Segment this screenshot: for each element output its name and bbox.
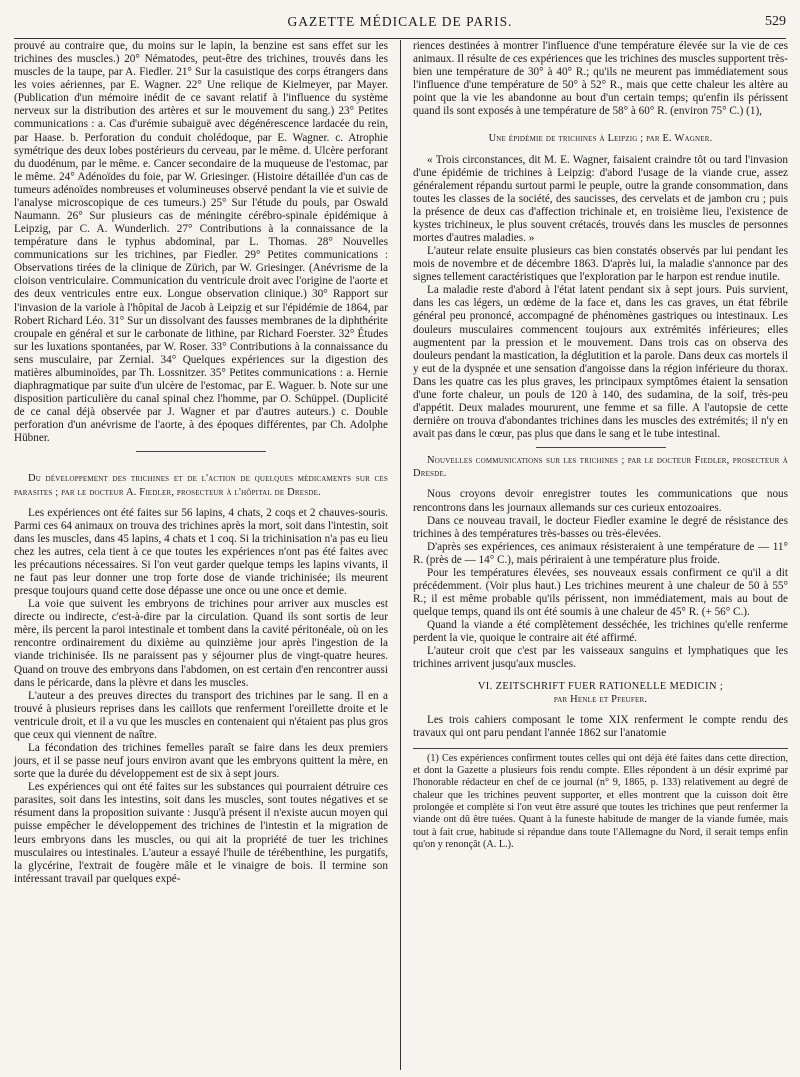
- article-heading: Du développement des trichines et de l'action de quelques médicaments sur ces parasites ; par le docteur A. Fiedler, prosecteur à l'hôpital de Dresde.: [14, 473, 388, 498]
- article-heading: Nouvelles communications sur les trichines ; par le docteur Fiedler, prosecteur à Dresde.: [413, 455, 788, 480]
- section-rule: [136, 451, 266, 452]
- paragraph: La voie que suivent les embryons de trichines pour arriver aux muscles est directe ou indirecte, c'est-à-dire par la circulation. Quand ils sont sortis de leur mère, ils percent la paroi intestinale et tombent dans la cavité péritonéale, où on les rencontre ordinairement du dixième au quinzième jour après l'ingestion de la viande trichinisée. Ils ne paraissent pas y séjourner plus de vingt-quatre heures. Quand on trouve des embryons dans l'abdomen, on est certain d'en rencontrer aussi dans le péricarde, dans la plèvre et dans les muscles.: [14, 598, 388, 689]
- paragraph: La maladie reste d'abord à l'état latent pendant six à sept jours. Puis survient, dans les cas légers, un œdème de la face et, dans les cas graves, un état fébrile général peu prononcé, accompagné de phénomènes gastriques ou intestinaux. Les douleurs musculaires commencent toujours aux extrémités inférieures; elles augmentent par la pression et le mouvement. Dans trois cas on observa des douleurs pendant la mastication, la déglutition et la parole. Dans deux cas mortels il y eut de la dyspnée et une sensation d'angoisse dans la région inférieure du thorax. Dans les quatre cas les plus graves, les principaux symptômes étaient la sensation d'une forte chaleur, un pouls de 120 à 140, des sudamina, de la soif, très-peu d'appétit. Deux malades moururent, une femme et sa fille. A l'autopsie de cette dernière on trouva d'abondantes trichines dans les muscles des extrémités; il n'y en avait pas dans le cœur, pas plus que dans le sang et le tube intestinal.: [413, 284, 788, 441]
- running-header: [0, 6, 800, 36]
- paragraph: « Trois circonstances, dit M. E. Wagner, faisaient craindre tôt ou tard l'invasion d'une épidémie de trichines à Leipzig: d'abord l'usage de la viande crue, assez généralement répandu surtout parmi le peuple, outre la grande consommation, dans toutes les classes de la société, des saucisses, des cervelats et de jambon cru ; puis la présence de deux cas d'affection trichinale et, en troisième lieu, l'existence de kystes trichineux, le plus souvent crétacés, trouvés dans les muscles de personnes mortes d'autres maladies. »: [413, 153, 788, 245]
- column-divider: [400, 40, 401, 1070]
- paragraph: Les trois cahiers composant le tome XIX renferment le compte rendu des travaux qui ont paru pendant l'année 1862 sur l'anatomie: [413, 713, 788, 739]
- paragraph: Quand la viande a été complètement desséchée, les trichines qu'elle renferme perdent la vie, quoique le contraire ait été affirmé.: [413, 619, 788, 645]
- paragraph: Les expériences ont été faites sur 56 lapins, 4 chats, 2 coqs et 2 chauves-souris. Parmi ces 64 animaux on trouva des trichines après la mort, soit dans l'intestin, soit dans les muscles, dans 45 lapins, 4 chats et 1 coq. Si la trichinisation n'a pas eu lieu chez les autres, cela tient à ce que toutes les expériences n'ont pas été faites avec les précautions nécessaires. Si l'on veut garder quelque temps les lapins vivants, il ne faut pas leur donner une trop forte dose de viande trichinisée; ils meurent presque toujours quand cette dose dépasse une once ou une once et demie.: [14, 506, 388, 598]
- paragraph: L'auteur a des preuves directes du transport des trichines par le sang. Il en a trouvé à plusieurs reprises dans les caillots que renferment l'oreillette droite et le ventricule droit, et il a vu que les muscles en contenaient qui n'étaient pas plus gros que ceux qui viennent de naître.: [14, 689, 388, 741]
- footnote: (1) Ces expériences confirment toutes celles qui ont déjà été faites dans cette direction, et dont la Gazette a plusieurs fois rendu compte. Elles répondent à un désir exprimé par l'honorable rédacteur en chef de ce journal (n° 9, 1865, p. 133) relativement au degré de chaleur que les trichines peuvent supporter, et elles montrent que la cuisson doit être prolongée et complète si l'on veut être assuré que toutes les trichines que peut renfermer la viande ont dû être tuées. Quant à la funeste habitude de manger de la viande fumée, mais tout à fait crue, habitude si répandue dans toute l'Allemagne du Nord, il serait temps enfin qu'on y renonçât (A. L.).: [413, 752, 788, 850]
- footnote-rule: [413, 748, 788, 749]
- journal-heading: VI. ZEITSCHRIFT FUER RATIONELLE MEDICIN ;: [477, 680, 724, 692]
- paragraph: riences destinées à montrer l'influence d'une température élevée sur la vie de ces animaux. Il résulte de ces expériences que les trichines des muscles supportent très-bien une température de 30° à 40° R.; qu'ils ne meurent pas immédiatement sous l'influence d'une température de 50° à 52° R., mais que cette chaleur les altère au point que la vie les abandonne au bout d'un certain temps; qu'enfin ils périssent quand ils sont exposés à une température de 58° à 60° R. (environ 75° C.) (1),: [413, 40, 788, 118]
- journal-title: GAZETTE MÉDICALE DE PARIS.: [287, 14, 513, 29]
- header-rule: [14, 38, 786, 39]
- paragraph: Les expériences qui ont été faites sur les substances qui pourraient détruire ces parasites, soit dans les intestins, soit dans les muscles, sont toutes négatives et se résument dans la proposition suivante : Jusqu'à présent il n'existe aucun moyen qui puisse empêcher le développement des trichines de l'intestin et la migration de leurs embryons dans les muscles, ou qui ait la propriété de tuer les trichines musculaires ou intestinales. L'auteur a essayé l'huile de térébenthine, les purgatifs, la glycérine, l'extrait de fougère mâle et le vinaigre de bois. Il termine son intéressant travail par quelques expé-: [14, 781, 388, 885]
- left-column: [14, 40, 388, 886]
- paragraph: prouvé au contraire que, du moins sur le lapin, la benzine est sans effet sur les trichines des muscles.) 20° Nématodes, peut-être des trichines, trouvés dans les muscles de la taupe, par A. Fiedler. 21° Sur la casuistique des corps étrangers dans les voies aériennes, par E. Wagner. 22° Une relique de Kielmeyer, par Mayer. (Publication d'un mémoire inédit de ce savant relatif à l'influence du système nerveux sur la distribution des artères et sur le mouvement du sang.) 23° Petites communications : a. Cas d'urémie subaiguë avec dégénérescence lardacée du rein, par Haase. b. Perforation du conduit cholédoque, par E. Wagner. c. Atrophie symétrique des deux lobes postérieurs du cerveau, par le même. d. Ulcère perforant du duodénum, par le même. e. Cancer secondaire de la muqueuse de l'estomac, par le même. 24° Adénoïdes du foie, par W. Griesinger. (Histoire détaillée d'un cas de tumeurs adénoïdes nombreuses et volumineuses observé pendant la vie et suivie de l'analyse microscopique de ces tumeurs.) 25° Sur l'étude du pouls, par Oswald Naumann. 26° Sur plusieurs cas de méningite cérébro-spinale épidémique à Leipzig, par C. A. Wunderlich. 27° Contributions à la connaissance de la température dans le typhus abdominal, par L. Thomas. 28° Nouvelles communications sur les trichines, par Fiedler. 29° Petites communications : Observations tirées de la clinique de Zürich, par W. Griesinger. (Anévrisme de la cloison ventriculaire. Communication du ventricule droit avec l'origine de l'aorte et des deux ventricules entre eux. Longue observation clinique.) 30° Rapport sur l'invasion de la variole à l'hôpital de Jacob à Leipzig et sur l'épidémie de 1864, par Robert Richard Léo. 31° Sur un dissolvant des fausses membranes de la diphthérite croupale en général et sur le carbonate de lithine, par Richard Foerster. 32° Études sur les luxations spontanées, par W. Roser. 33° Contributions à la connaissance du sens musculaire, par Zernial. 34° Quelques expériences sur la digestion des matières albuminoïdes, par Th. Lossnitzer. 35° Petites communications : a. Hernie diaphragmatique par suite d'un ulcère de l'estomac, par E. Waguer. b. Note sur une disposition particulière du canal spinal chez l'homme, par O. Schüppel. (Duplicité de ce canal déjà observée par J. Wagner et par d'autres auteurs.) c. Double perforation d'un anévrisme de l'aorte, à des époques différentes, par Ch. Adolphe Hübner.: [14, 40, 388, 445]
- paragraph: Pour les températures élevées, ses nouveaux essais confirment ce qu'il a dit précédemment. (Voir plus haut.) Les trichines meurent à une chaleur de 50 à 55° R.; il est même probable qu'ils périssent, non immédiatement, mais au bout de quelque temps, quand ils ont été soumis à une chaleur de 45° R. (+ 56° C.).: [413, 566, 788, 619]
- article-heading: Une épidémie de trichines à Leipzig ; par E. Wagner.: [488, 133, 713, 145]
- paragraph: D'après ses expériences, ces animaux résisteraient à une température de — 11° R. (près de — 14° C.), mais périraient à une température plus froide.: [413, 540, 788, 566]
- paragraph: L'auteur relate ensuite plusieurs cas bien constatés observés par lui pendant les mois de novembre et de décembre 1863. D'après lui, la maladie s'annonce par des signes tellement caractéristiques que l'exploration par le harpon est rendue inutile.: [413, 245, 788, 284]
- paragraph: Dans ce nouveau travail, le docteur Fiedler examine le degré de résistance des trichines à des températures très-basses ou très-élevées.: [413, 514, 788, 540]
- right-column: [413, 40, 788, 851]
- paragraph: La fécondation des trichines femelles paraît se faire dans les deux premiers jours, et il se passe neuf jours environ avant que les embryons quittent la mère, en sorte que la durée du développement est de six à sept jours.: [14, 741, 388, 781]
- journal-editors: par Henle et Pfeufer.: [553, 693, 648, 705]
- paragraph: L'auteur croit que c'est par les vaisseaux sanguins et lymphatiques que les trichines arrivent jusqu'aux muscles.: [413, 645, 788, 671]
- section-rule: [536, 447, 666, 448]
- page-number: 529: [765, 14, 786, 29]
- paragraph: Nous croyons devoir enregistrer toutes les communications que nous rencontrons dans les journaux allemands sur ces curieux entozoaires.: [413, 488, 788, 514]
